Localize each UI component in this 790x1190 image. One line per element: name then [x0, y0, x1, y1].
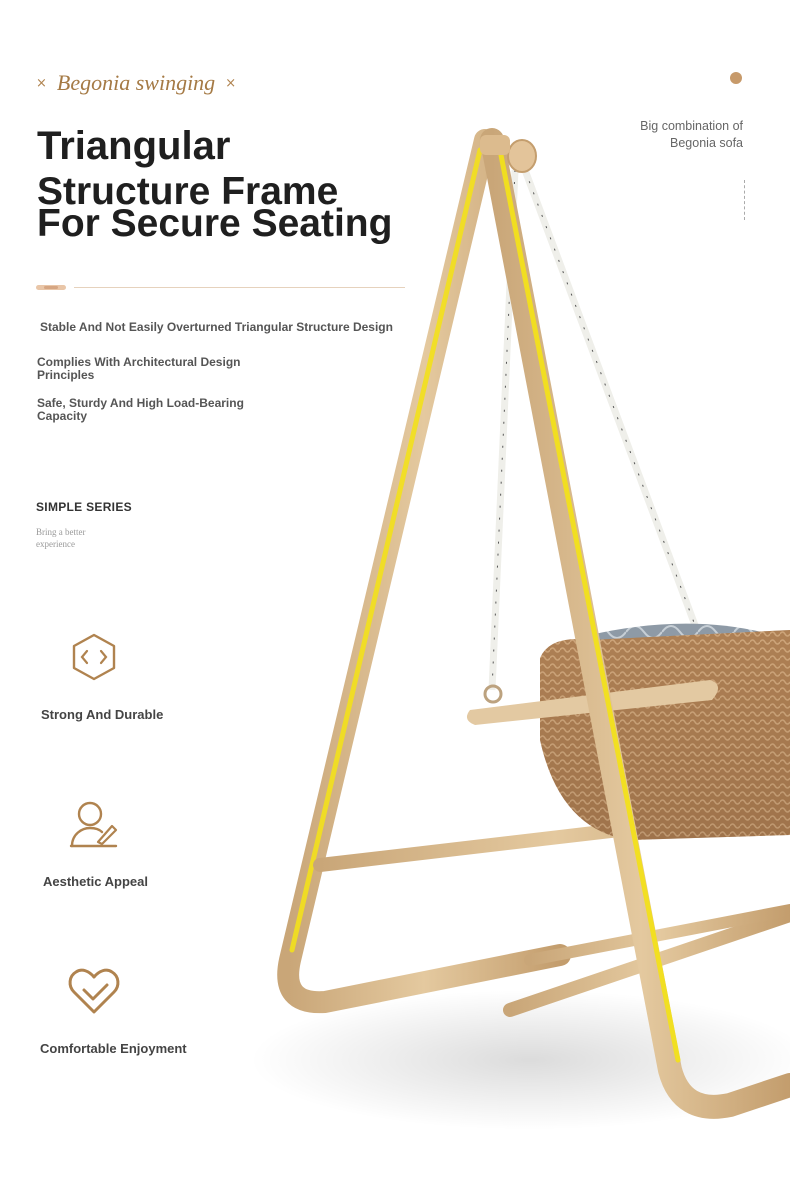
feature-text: Safe, Sturdy And High Load-Bearing	[37, 396, 244, 410]
series-sub-line-2: experience	[36, 539, 75, 549]
accent-dot	[730, 72, 742, 84]
benefit-label: Comfortable Enjoyment	[40, 1041, 187, 1056]
separator-pill	[36, 285, 66, 290]
caption-line-2: Begonia sofa	[670, 136, 743, 150]
swing-chair-illustration	[230, 110, 790, 1170]
feature-text: Complies With Architectural Design	[37, 355, 241, 369]
series-title: SIMPLE SERIES	[36, 500, 132, 514]
title-line-1: Triangular	[37, 124, 231, 168]
title-line-2: Structure Frame	[37, 170, 339, 213]
heart-icon	[67, 966, 121, 1021]
feature-item	[37, 397, 244, 423]
benefit-label: Aesthetic Appeal	[43, 874, 148, 889]
benefit-label: Strong And Durable	[41, 707, 164, 722]
feature-text: Stable And Not Easily Overturned Triangular Structure Design	[40, 320, 393, 334]
feature-item	[37, 356, 240, 382]
series-subtitle	[36, 526, 85, 550]
brand-name: Begonia swinging	[56, 70, 216, 95]
feature-text: Principles	[37, 368, 95, 382]
title-line-3: For Secure Seating	[37, 202, 393, 245]
feature-text: Capacity	[37, 409, 88, 423]
hexagon-icon	[70, 632, 118, 687]
caption-line-1: Big combination of	[640, 119, 743, 133]
brand-mark-left: ×	[36, 75, 47, 91]
person-pen-icon	[68, 800, 120, 855]
brand-mark-right: ×	[225, 75, 237, 91]
brand-line	[36, 70, 236, 96]
series-sub-line-1: Bring a better	[36, 527, 86, 537]
